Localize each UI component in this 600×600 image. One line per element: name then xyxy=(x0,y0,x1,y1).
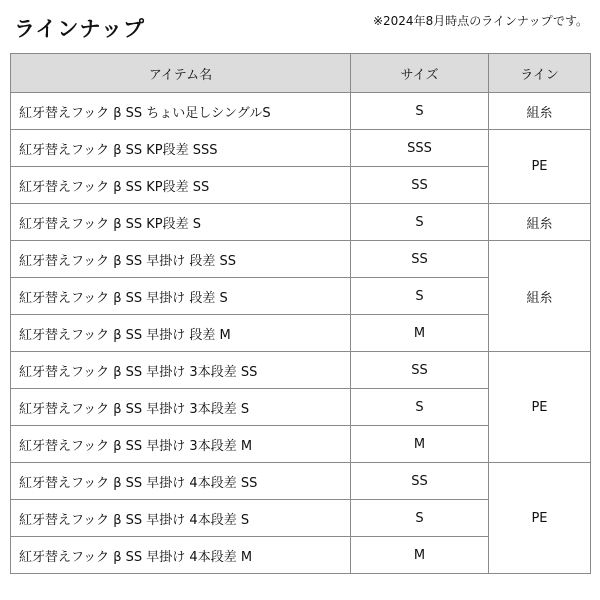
size-cell: SS xyxy=(351,167,489,204)
size-cell: M xyxy=(351,315,489,352)
page-title: ラインナップ xyxy=(14,17,145,41)
item-name-cell: 紅牙替えフック β SS 早掛け 3本段差 S xyxy=(11,389,351,426)
line-cell: PE xyxy=(489,130,591,204)
size-cell: S xyxy=(351,204,489,241)
table-row xyxy=(11,352,591,389)
line-cell: PE xyxy=(489,352,591,463)
date-note: ※2024年8月時点のラインナップです。 xyxy=(372,14,588,28)
size-cell: M xyxy=(351,537,489,574)
item-name-cell: 紅牙替えフック β SS ちょい足しシングルS xyxy=(11,93,351,130)
size-cell: S xyxy=(351,500,489,537)
size-cell: S xyxy=(351,93,489,130)
size-cell: M xyxy=(351,426,489,463)
table-row xyxy=(11,130,591,167)
line-cell: 組糸 xyxy=(489,204,591,241)
size-cell: S xyxy=(351,389,489,426)
item-name-cell: 紅牙替えフック β SS KP段差 SS xyxy=(11,167,351,204)
header-line: ライン xyxy=(489,54,591,93)
size-cell: SS xyxy=(351,241,489,278)
size-cell: SS xyxy=(351,463,489,500)
item-name-cell: 紅牙替えフック β SS 早掛け 段差 S xyxy=(11,278,351,315)
header-item-name: アイテム名 xyxy=(11,54,351,93)
header-size: サイズ xyxy=(351,54,489,93)
lineup-table xyxy=(10,53,591,574)
line-cell: 組糸 xyxy=(489,241,591,352)
size-cell: SS xyxy=(351,352,489,389)
item-name-cell: 紅牙替えフック β SS KP段差 SSS xyxy=(11,130,351,167)
size-cell: S xyxy=(351,278,489,315)
item-name-cell: 紅牙替えフック β SS 早掛け 4本段差 S xyxy=(11,500,351,537)
line-cell: PE xyxy=(489,463,591,574)
table-row xyxy=(11,463,591,500)
size-cell: SSS xyxy=(351,130,489,167)
item-name-cell: 紅牙替えフック β SS 早掛け 4本段差 SS xyxy=(11,463,351,500)
table-header-row xyxy=(11,54,591,93)
table-row xyxy=(11,204,591,241)
item-name-cell: 紅牙替えフック β SS 早掛け 段差 M xyxy=(11,315,351,352)
item-name-cell: 紅牙替えフック β SS 早掛け 3本段差 M xyxy=(11,426,351,463)
table-row xyxy=(11,241,591,278)
item-name-cell: 紅牙替えフック β SS 早掛け 段差 SS xyxy=(11,241,351,278)
item-name-cell: 紅牙替えフック β SS 早掛け 3本段差 SS xyxy=(11,352,351,389)
line-cell: 組糸 xyxy=(489,93,591,130)
table-row xyxy=(11,93,591,130)
item-name-cell: 紅牙替えフック β SS 早掛け 4本段差 M xyxy=(11,537,351,574)
item-name-cell: 紅牙替えフック β SS KP段差 S xyxy=(11,204,351,241)
